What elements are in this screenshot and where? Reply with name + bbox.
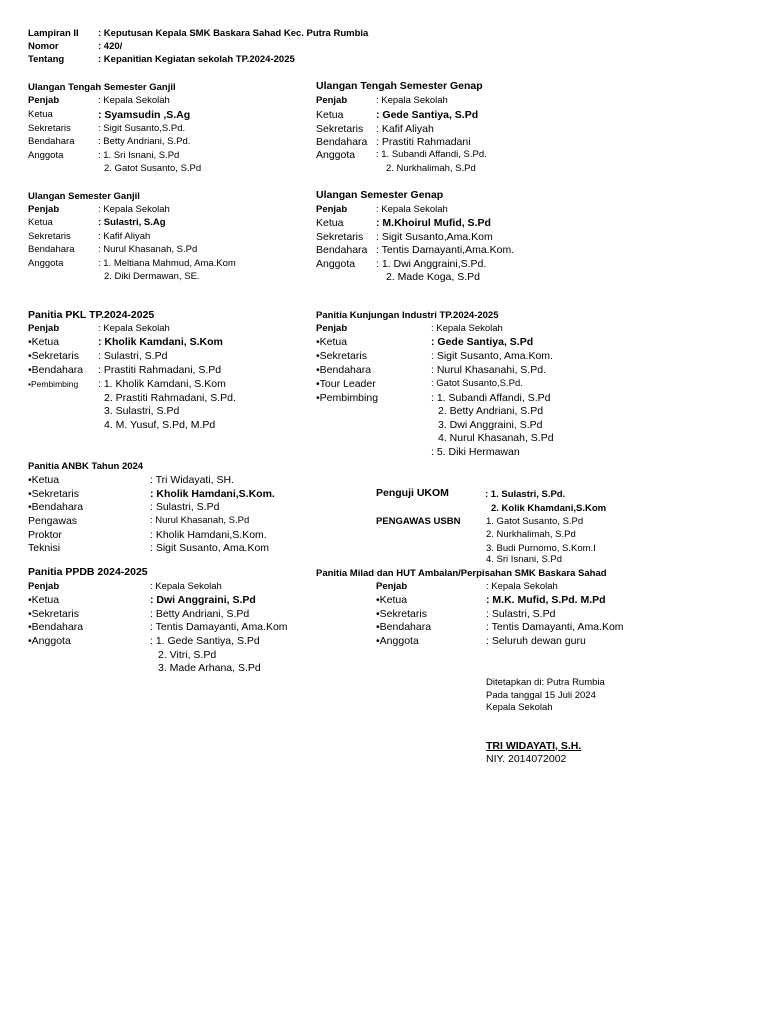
role-label: •Sekretaris <box>28 608 79 620</box>
member-value: : M.Khoirul Mufid, S.Pd <box>376 217 491 229</box>
member-row <box>316 377 616 391</box>
member-value: : Kepala Sekolah <box>98 323 170 334</box>
header-row-tentang <box>28 53 428 67</box>
member-value: : Kholik Hamdani,S.Kom. <box>150 529 267 541</box>
member-value: : Sulastri, S.Pd <box>150 501 220 513</box>
role-label: Bendahara <box>316 244 368 256</box>
member-value: 4. Nurul Khasanah, S.Pd <box>438 432 554 444</box>
header-label: Tentang <box>28 54 65 65</box>
member-value: : 1. Meltiana Mahmud, Ama.Kom <box>98 258 236 269</box>
member-value: : Sulastri, S.Ag <box>98 217 166 228</box>
member-row <box>28 203 288 217</box>
member-value: 4. M. Yusuf, S.Pd, M.Pd <box>104 419 216 431</box>
role-label: •Bendahara <box>28 621 84 633</box>
member-value: 2. Nurkhalimah, S.Pd <box>386 163 476 174</box>
role-label: •Ketua <box>316 336 348 348</box>
member-row <box>376 620 676 634</box>
member-value: : Prastiti Rahmadani <box>376 136 471 148</box>
role-label: Penjab <box>376 581 408 592</box>
header-label: Nomor <box>28 41 59 52</box>
member-value: : Seluruh dewan guru <box>486 635 586 647</box>
role-label: Teknisi <box>28 542 61 554</box>
section-label: PENGAWAS USBN <box>376 516 461 527</box>
member-value: 2. Diki Dermawan, SE. <box>104 271 200 282</box>
signature-name: TRI WIDAYATI, S.H. <box>486 740 582 752</box>
section-label: Penguji UKOM <box>376 487 449 499</box>
member-value: 2. Vitri, S.Pd <box>158 649 217 661</box>
role-label: •Bendahara <box>316 364 372 376</box>
role-label: Sekretaris <box>28 231 71 242</box>
member-row <box>316 404 616 418</box>
member-row <box>316 418 616 432</box>
member-row <box>316 94 576 108</box>
member-row <box>28 661 328 675</box>
role-label: •Ketua <box>28 594 60 606</box>
member-value: : 1. Gede Santiya, S.Pd <box>150 635 260 647</box>
member-row <box>28 580 328 594</box>
member-row <box>28 230 288 244</box>
member-value: : Sulastri, S.Pd <box>486 608 556 620</box>
member-row <box>316 349 616 363</box>
signature-place: Ditetapkan di: Putra Rumbia <box>486 677 605 688</box>
member-value: : Kepala Sekolah <box>98 95 170 106</box>
member-row <box>28 473 328 487</box>
member-value: : 1. Sri Isnani, S.Pd <box>98 150 180 161</box>
header-value: : 420/ <box>98 41 123 52</box>
member-value: : Gede Santiya, S.Pd <box>376 109 479 121</box>
list-item: : 1. Sulastri, S.Pd. <box>485 489 566 500</box>
role-label: •Pembimbing <box>316 392 379 404</box>
member-value: : Kholik Kamdani, S.Kom <box>98 336 223 348</box>
role-label: Anggota <box>28 258 64 269</box>
member-value: : Kafif Aliyah <box>376 123 434 135</box>
section-title: Ulangan Tengah Semester Genap <box>316 80 483 92</box>
member-row <box>316 162 576 176</box>
member-row <box>28 216 288 230</box>
member-value: : M.K. Mufid, S.Pd. M.Pd <box>486 594 606 606</box>
member-row <box>28 363 288 377</box>
member-row <box>28 607 328 621</box>
member-row <box>376 593 676 607</box>
member-value: : Gatot Susanto,S.Pd. <box>431 378 523 389</box>
member-row <box>316 270 576 284</box>
role-label: •Bendahara <box>28 364 84 376</box>
role-label: Anggota <box>316 149 356 161</box>
member-row <box>28 322 288 336</box>
member-row <box>316 391 616 405</box>
role-label: •Sekretaris <box>316 350 367 362</box>
member-row <box>28 94 288 108</box>
member-row <box>28 270 288 284</box>
role-label: Penjab <box>316 95 348 106</box>
member-row <box>28 620 328 634</box>
member-value: 2. Prastiti Rahmadani, S.Pd. <box>104 392 236 404</box>
role-label: Penjab <box>28 95 60 106</box>
role-label: Pengawas <box>28 515 78 527</box>
member-row <box>316 108 576 122</box>
member-value: : Tentis Damayanti, Ama.Kom <box>486 621 624 633</box>
role-label: Ketua <box>316 217 344 229</box>
role-label: Ketua <box>28 217 53 228</box>
member-row <box>28 500 328 514</box>
member-value: : Sigit Susanto, Ama.Kom. <box>431 350 553 362</box>
list-item: 3. Budi Purnomo, S.Kom.I <box>486 543 596 554</box>
role-label: Proktor <box>28 529 62 541</box>
section-title: Panitia ANBK Tahun 2024 <box>28 461 144 472</box>
member-value: : Prastiti Rahmadani, S.Pd <box>98 364 222 376</box>
member-value: : Betty Andriani, S.Pd. <box>98 136 191 147</box>
member-row <box>28 487 328 501</box>
role-label: Bendahara <box>28 244 75 255</box>
member-value: : Kepala Sekolah <box>376 95 448 106</box>
role-label: Penjab <box>316 204 348 215</box>
member-value: 3. Dwi Anggraini, S.Pd <box>438 419 543 431</box>
member-value: 3. Sulastri, S.Pd <box>104 405 180 417</box>
member-value: : Tentis Damayanti,Ama.Kom. <box>376 244 515 256</box>
member-row <box>316 445 616 459</box>
member-row <box>376 580 676 594</box>
member-row <box>316 335 616 349</box>
member-row <box>28 418 288 432</box>
member-value: : Nurul Khasanah, S.Pd <box>150 515 250 526</box>
role-label: Ketua <box>316 109 344 121</box>
role-label: Sekretaris <box>28 123 71 134</box>
role-label: Bendahara <box>316 136 368 148</box>
member-row <box>28 122 288 136</box>
member-value: : Sigit Susanto,S.Pd. <box>98 123 186 134</box>
role-label: •Sekretaris <box>28 488 79 500</box>
role-label: •Ketua <box>28 336 60 348</box>
member-row <box>316 431 616 445</box>
role-label: •Pembimbing <box>28 379 79 389</box>
member-value: : Nurul Khasanah, S.Pd <box>98 244 198 255</box>
member-value: : Sigit Susanto,Ama.Kom <box>376 231 493 243</box>
member-value: : Kepala Sekolah <box>431 323 503 334</box>
signature-niy: NIY. 2014072002 <box>486 753 567 765</box>
member-value: : Kepala Sekolah <box>486 581 558 592</box>
member-row <box>376 607 676 621</box>
member-value: : Tri Widayati, SH. <box>150 474 235 486</box>
header-label: Lampiran II <box>28 28 79 39</box>
role-label: •Anggota <box>376 635 419 647</box>
member-row <box>316 363 616 377</box>
signature-role: Kepala Sekolah <box>486 702 553 713</box>
member-row <box>316 122 576 136</box>
member-row <box>28 257 288 271</box>
role-label: Ketua <box>28 109 53 120</box>
member-value: : Tentis Damayanti, Ama.Kom <box>150 621 288 633</box>
list-item: 4. Sri Isnani, S.Pd <box>486 554 563 565</box>
member-value: : Sigit Susanto, Ama.Kom <box>150 542 270 554</box>
member-row <box>28 108 288 122</box>
role-label: Penjab <box>316 323 348 334</box>
role-label: Anggota <box>28 150 64 161</box>
member-row <box>28 648 328 662</box>
member-row <box>376 634 676 648</box>
member-value: : Dwi Anggraini, S.Pd <box>150 594 256 606</box>
member-row <box>316 243 576 257</box>
section-title: Panitia Milad dan HUT Ambalan/Perpisahan SMK Baskara Sahad <box>316 568 607 579</box>
role-label: Sekretaris <box>316 231 364 243</box>
member-value: : Kafif Aliyah <box>98 231 151 242</box>
member-value: 2. Gatot Susanto, S.Pd <box>104 163 202 174</box>
role-label: Penjab <box>28 323 60 334</box>
header-value: : Kepanitian Kegiatan sekolah TP.2024-2025 <box>98 54 295 65</box>
member-value: : 5. Diki Hermawan <box>431 446 520 458</box>
member-row <box>316 135 576 149</box>
role-label: Penjab <box>28 204 60 215</box>
member-row <box>28 377 288 391</box>
role-label: •Anggota <box>28 635 71 647</box>
role-label: •Bendahara <box>28 501 84 513</box>
member-value: : Nurul Khasanahi, S.Pd. <box>431 364 546 376</box>
role-label: •Ketua <box>28 474 60 486</box>
section-title: Ulangan Tengah Semester Ganjil <box>28 82 176 93</box>
list-item: 1. Gatot Susanto, S.Pd <box>486 516 584 527</box>
list-item: 2. Kolik Khamdani,S.Kom <box>491 503 607 514</box>
member-row <box>28 162 288 176</box>
member-row <box>316 257 576 271</box>
member-row <box>28 541 328 555</box>
member-row <box>316 148 576 162</box>
role-label: •Ketua <box>376 594 408 606</box>
section-title: Panitia PPDB 2024-2025 <box>28 566 148 578</box>
member-value: : Syamsudin ,S.Ag <box>98 109 191 121</box>
member-value: : Kepala Sekolah <box>98 204 170 215</box>
member-row <box>316 322 616 336</box>
role-label: Bendahara <box>28 136 75 147</box>
list-item: 2. Nurkhalimah, S.Pd <box>486 529 576 540</box>
member-value: : 1. Kholik Kamdani, S.Kom <box>98 378 226 390</box>
member-row <box>316 203 576 217</box>
section-title: Panitia PKL TP.2024-2025 <box>28 309 155 321</box>
member-row <box>28 593 328 607</box>
header-value: : Keputusan Kepala SMK Baskara Sahad Kec. Putra Rumbia <box>98 28 369 39</box>
member-value: : Kepala Sekolah <box>150 581 222 592</box>
member-row <box>28 243 288 257</box>
member-value: : Betty Andriani, S.Pd <box>150 608 250 620</box>
member-row <box>28 391 288 405</box>
member-value: : 1. Dwi Anggraini,S.Pd. <box>376 258 487 270</box>
role-label: •Tour Leader <box>316 378 376 390</box>
role-label: Anggota <box>316 258 356 270</box>
role-label: •Bendahara <box>376 621 432 633</box>
member-row <box>28 404 288 418</box>
member-row <box>28 135 288 149</box>
member-value: 3. Made Arhana, S.Pd <box>158 662 261 674</box>
member-value: : Kepala Sekolah <box>376 204 448 215</box>
role-label: •Sekretaris <box>28 350 79 362</box>
member-row <box>28 349 288 363</box>
role-label: •Sekretaris <box>376 608 427 620</box>
member-row <box>28 528 328 542</box>
member-row <box>28 634 328 648</box>
role-label: Penjab <box>28 581 60 592</box>
member-value: 2. Betty Andriani, S.Pd <box>438 405 544 417</box>
member-value: : 1. Subandi Affandi, S.Pd <box>431 392 551 404</box>
member-value: : Gede Santiya, S.Pd <box>431 336 534 348</box>
member-row <box>316 230 576 244</box>
section-title: Panitia Kunjungan Industri TP.2024-2025 <box>316 310 499 321</box>
member-row <box>316 216 576 230</box>
header-row-lampiran <box>28 27 428 41</box>
member-row <box>28 149 288 163</box>
section-title: Ulangan Semester Ganjil <box>28 191 140 202</box>
member-value: : Kholik Hamdani,S.Kom. <box>150 488 275 500</box>
member-value: 2. Made Koga, S.Pd <box>386 271 480 283</box>
member-row <box>28 335 288 349</box>
header-row-nomor <box>28 40 428 54</box>
signature-date: Pada tanggal 15 Juli 2024 <box>486 690 596 701</box>
role-label: Sekretaris <box>316 123 364 135</box>
member-value: : 1. Subandi Affandi, S.Pd. <box>376 149 487 160</box>
member-row <box>28 514 328 528</box>
section-title: Ulangan Semester Genap <box>316 189 444 201</box>
member-value: : Sulastri, S.Pd <box>98 350 168 362</box>
